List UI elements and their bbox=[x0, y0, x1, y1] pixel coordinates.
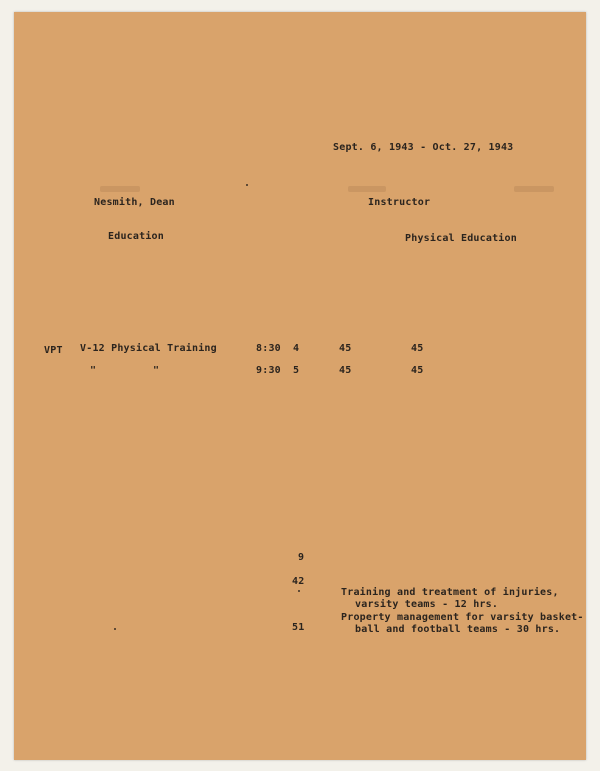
total-2: 42 bbox=[292, 576, 305, 587]
bleed-mark bbox=[514, 186, 554, 192]
instructor-name: Nesmith, Dean bbox=[94, 197, 175, 208]
enrollment-b: 45 bbox=[411, 343, 424, 354]
ink-speck bbox=[114, 628, 116, 630]
bleed-mark bbox=[348, 186, 386, 192]
ink-speck bbox=[298, 590, 300, 592]
date-range: Sept. 6, 1943 - Oct. 27, 1943 bbox=[333, 142, 514, 153]
department: Physical Education bbox=[405, 233, 517, 244]
class-units: 4 bbox=[293, 343, 300, 354]
ditto-mark: " bbox=[153, 365, 160, 376]
note-line: ball and football teams - 30 hrs. bbox=[355, 624, 561, 635]
class-time: 8:30 bbox=[256, 343, 281, 354]
bleed-mark bbox=[100, 186, 140, 192]
school: Education bbox=[108, 231, 164, 242]
course-code: VPT bbox=[44, 345, 63, 356]
note-line: Property management for varsity basket- bbox=[341, 612, 584, 623]
ditto-mark: " bbox=[90, 365, 97, 376]
total-3: 51 bbox=[292, 622, 305, 633]
enrollment-a: 45 bbox=[339, 343, 352, 354]
course-title: V-12 Physical Training bbox=[80, 343, 217, 354]
class-units: 5 bbox=[293, 365, 300, 376]
enrollment-b: 45 bbox=[411, 365, 424, 376]
class-time: 9:30 bbox=[256, 365, 281, 376]
total-1: 9 bbox=[298, 552, 305, 563]
enrollment-a: 45 bbox=[339, 365, 352, 376]
document-page bbox=[14, 12, 586, 760]
note-line: Training and treatment of injuries, bbox=[341, 587, 559, 598]
ink-speck bbox=[246, 184, 248, 186]
rank-title: Instructor bbox=[368, 197, 431, 208]
note-line: varsity teams - 12 hrs. bbox=[355, 599, 499, 610]
